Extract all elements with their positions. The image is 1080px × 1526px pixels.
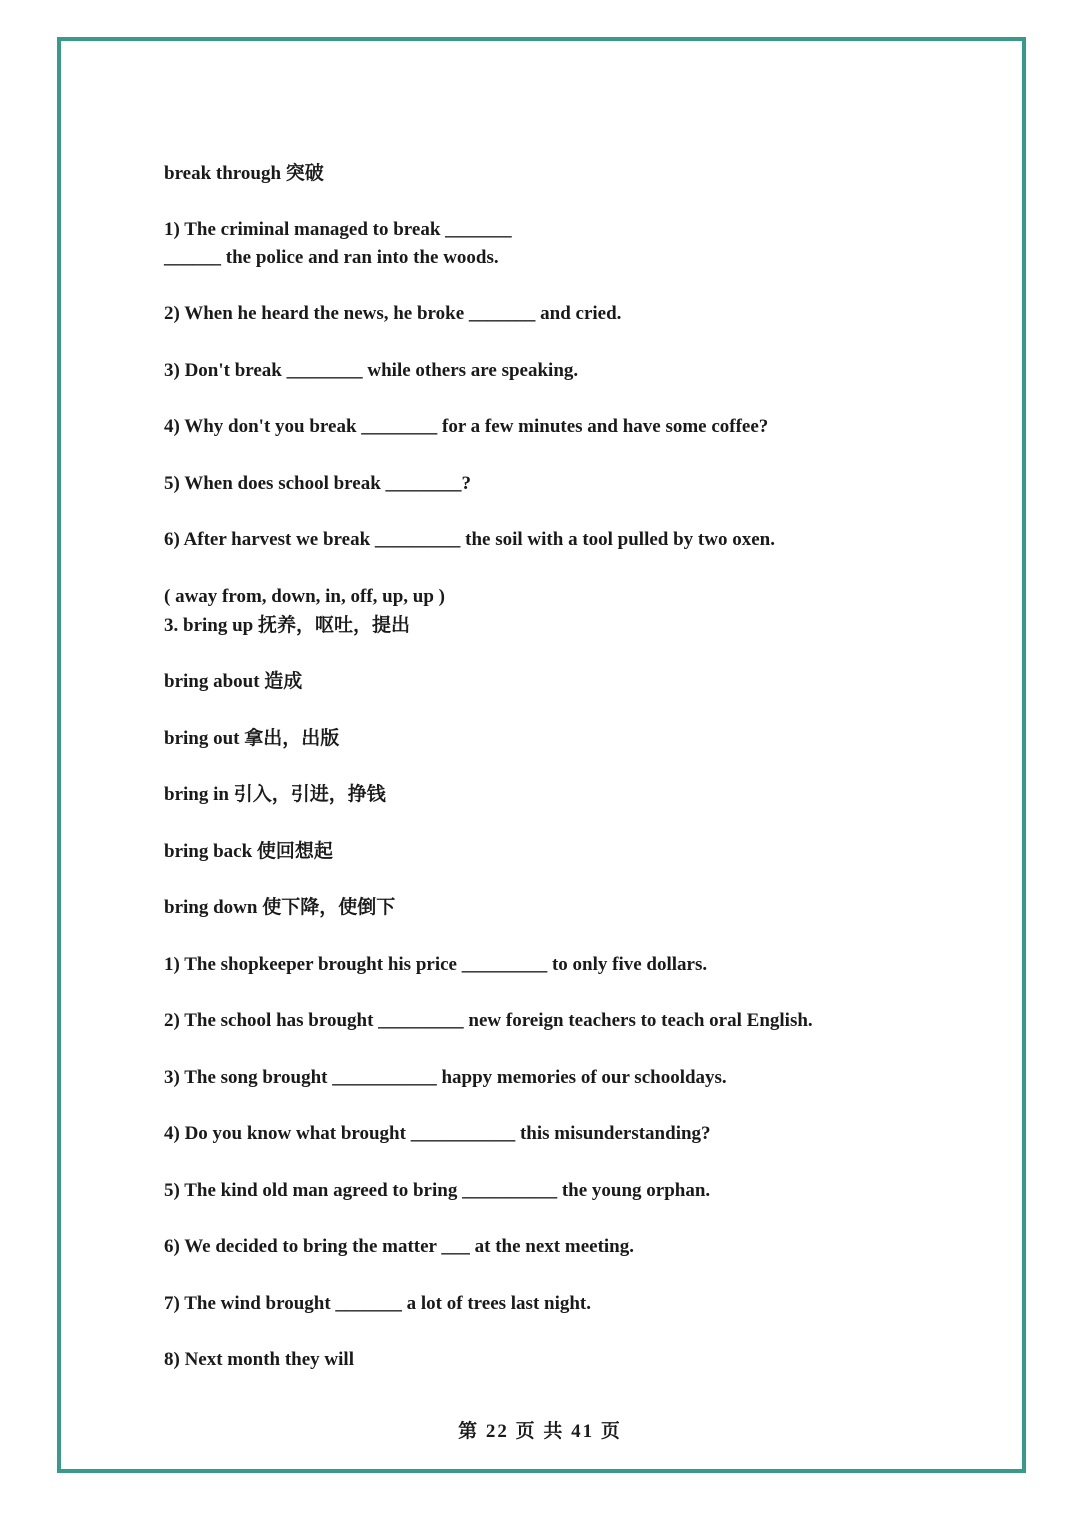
section-heading-bring-up: 3. bring up 抚养，呕吐，提出 <box>164 615 410 636</box>
exercise-line: 5) The kind old man agreed to bring __________ the young orphan. <box>164 1180 711 1201</box>
exercise-line: 1) The shopkeeper brought his price _________ to only five dollars. <box>164 954 708 975</box>
exercise-line: 1) The criminal managed to break _______ <box>164 219 512 240</box>
exercise-line: 3) The song brought ___________ happy memories of our schooldays. <box>164 1067 727 1088</box>
phrase-bring-back: bring back 使回想起 <box>164 841 333 862</box>
exercise-line: 6) We decided to bring the matter ___ at the next meeting. <box>164 1236 634 1257</box>
exercise-line: 7) The wind brought _______ a lot of trees last night. <box>164 1293 592 1314</box>
phrase-bring-out: bring out 拿出，出版 <box>164 728 340 749</box>
exercise-line: 5) When does school break ________? <box>164 473 472 494</box>
phrase-bring-down: bring down 使下降，使倒下 <box>164 897 396 918</box>
exercise-line: 4) Why don't you break ________ for a few minutes and have some coffee? <box>164 416 769 437</box>
exercise-line: 6) After harvest we break _________ the soil with a tool pulled by two oxen. <box>164 529 775 550</box>
page-footer: 第 22 页 共 41 页 <box>458 1421 622 1442</box>
exercise-line: ______ the police and ran into the woods. <box>164 247 499 268</box>
phrase-bring-about: bring about 造成 <box>164 671 303 692</box>
exercise-line: 3) Don't break ________ while others are speaking. <box>164 360 579 381</box>
exercise-line: 2) The school has brought _________ new foreign teachers to teach oral English. <box>164 1010 813 1031</box>
exercise-line: 8) Next month they will <box>164 1349 354 1370</box>
word-bank: ( away from, down, in, off, up, up ) <box>164 586 445 607</box>
phrase-bring-in: bring in 引入，引进，挣钱 <box>164 784 386 805</box>
heading-break-through: break through 突破 <box>164 163 324 184</box>
exercise-line: 4) Do you know what brought ___________ this misunderstanding? <box>164 1123 711 1144</box>
exercise-line: 2) When he heard the news, he broke _______ and cried. <box>164 303 622 324</box>
